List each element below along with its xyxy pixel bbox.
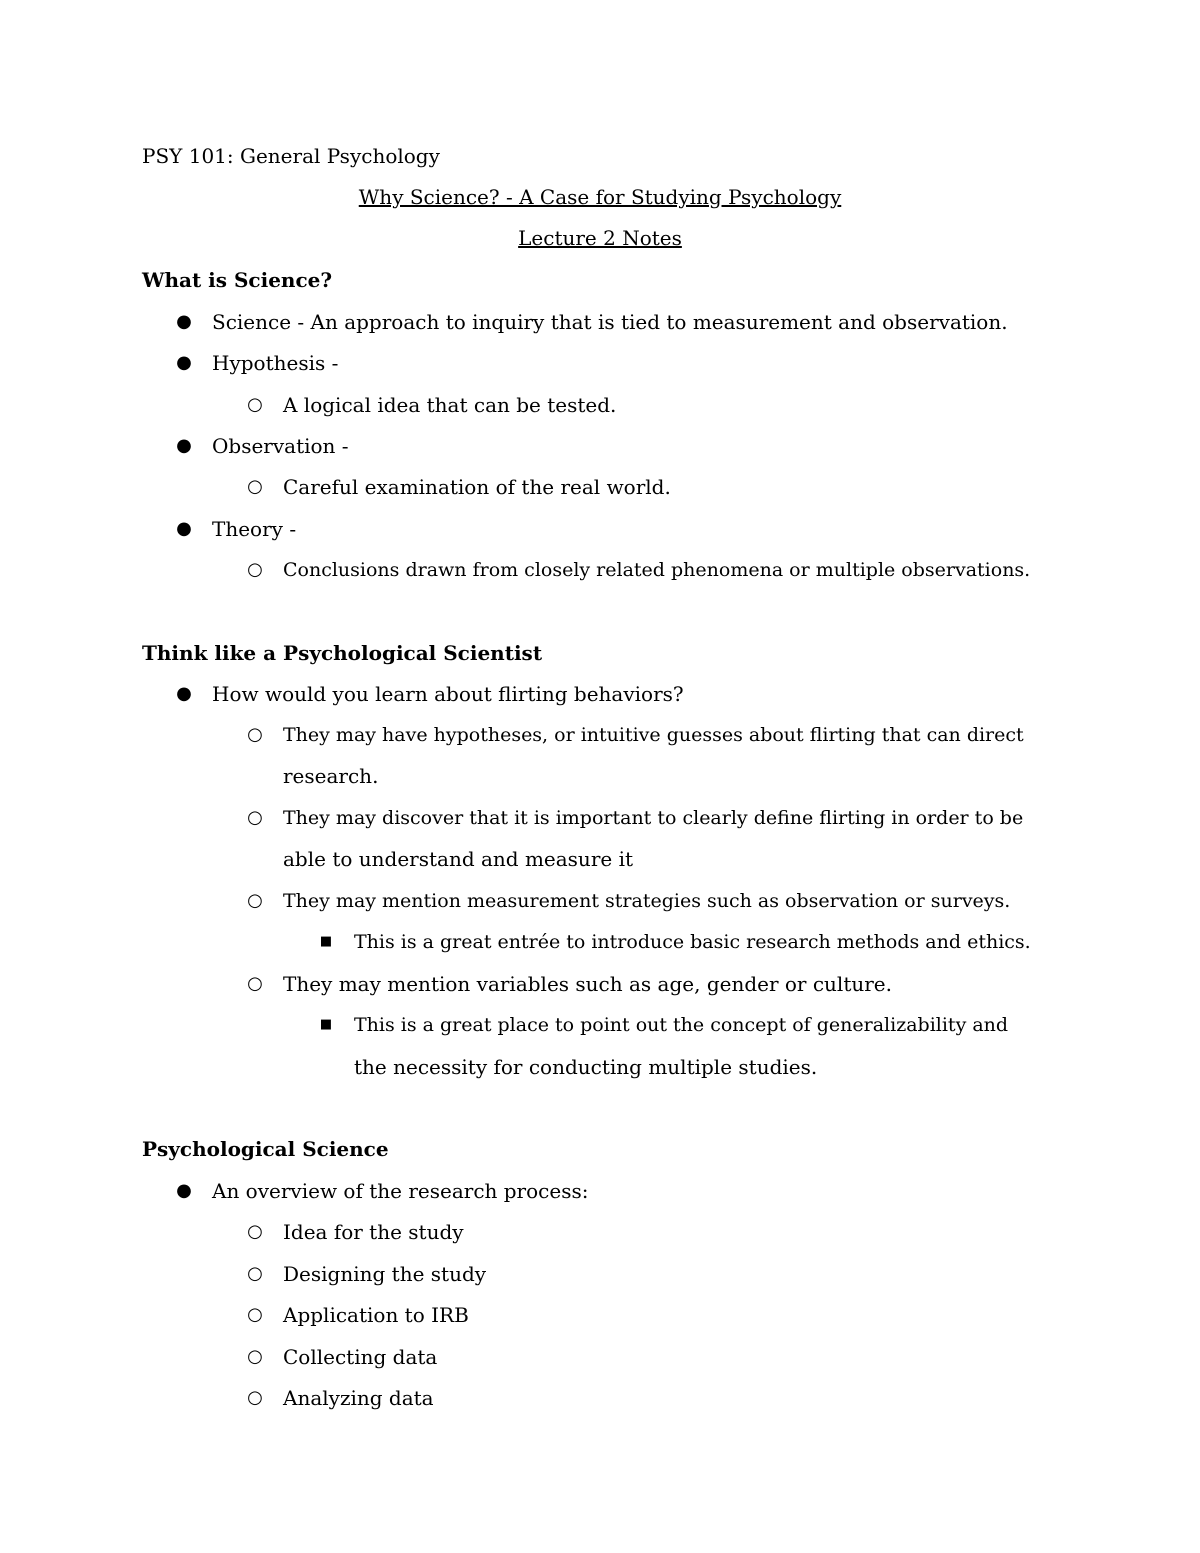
list-item: This is a great entrée to introduce basic research methods and ethics. <box>354 931 1031 953</box>
page-subtitle: Lecture 2 Notes <box>518 226 682 250</box>
list-item: An overview of the research process: <box>212 1179 589 1203</box>
list-item: Theory - <box>212 517 297 541</box>
hollow-bullet-icon: ○ <box>247 1263 263 1284</box>
list-item-continuation: able to understand and measure it <box>283 847 633 871</box>
list-item: They may mention variables such as age, gender or culture. <box>283 972 893 996</box>
section-heading-think-like-scientist: Think like a Psychological Scientist <box>142 641 543 665</box>
bullet-icon: ● <box>176 518 192 539</box>
hollow-bullet-icon: ○ <box>247 559 263 580</box>
list-item: Hypothesis - <box>212 351 339 375</box>
hollow-bullet-icon: ○ <box>247 1346 263 1367</box>
bullet-icon: ● <box>176 683 192 704</box>
hollow-bullet-icon: ○ <box>247 476 263 497</box>
list-item-continuation: the necessity for conducting multiple studies. <box>354 1055 818 1079</box>
hollow-bullet-icon: ○ <box>247 1221 263 1242</box>
bullet-icon: ● <box>176 1180 192 1201</box>
list-item-continuation: research. <box>283 764 379 788</box>
bullet-icon: ● <box>176 352 192 373</box>
list-item: Application to IRB <box>283 1303 469 1327</box>
list-item: Designing the study <box>283 1262 487 1286</box>
section-heading-psychological-science: Psychological Science <box>142 1137 389 1161</box>
hollow-bullet-icon: ○ <box>247 890 263 911</box>
list-item: Careful examination of the real world. <box>283 475 671 499</box>
list-item: They may mention measurement strategies such as observation or surveys. <box>283 890 1011 912</box>
list-item: Observation - <box>212 434 349 458</box>
bullet-icon: ● <box>176 311 192 332</box>
list-item: Idea for the study <box>283 1220 464 1244</box>
square-bullet-icon: ■ <box>319 934 333 949</box>
list-item: Conclusions drawn from closely related phenomena or multiple observations. <box>283 559 1031 581</box>
hollow-bullet-icon: ○ <box>247 1387 263 1408</box>
hollow-bullet-icon: ○ <box>247 394 263 415</box>
list-item: Science - An approach to inquiry that is tied to measurement and observation. <box>212 310 1008 334</box>
hollow-bullet-icon: ○ <box>247 807 263 828</box>
list-item: Collecting data <box>283 1345 438 1369</box>
list-item: A logical idea that can be tested. <box>283 393 617 417</box>
list-item: How would you learn about flirting behaviors? <box>212 682 684 706</box>
bullet-icon: ● <box>176 435 192 456</box>
list-item: Analyzing data <box>283 1386 434 1410</box>
course-title: PSY 101: General Psychology <box>142 144 440 168</box>
square-bullet-icon: ■ <box>319 1017 333 1032</box>
list-item: This is a great place to point out the concept of generalizability and <box>354 1014 1009 1036</box>
hollow-bullet-icon: ○ <box>247 724 263 745</box>
hollow-bullet-icon: ○ <box>247 1304 263 1325</box>
page-title: Why Science? - A Case for Studying Psychology <box>358 185 842 209</box>
hollow-bullet-icon: ○ <box>247 973 263 994</box>
section-heading-what-is-science: What is Science? <box>142 268 333 292</box>
list-item: They may discover that it is important to clearly define flirting in order to be <box>283 807 1024 829</box>
list-item: They may have hypotheses, or intuitive guesses about flirting that can direct <box>283 724 1024 746</box>
